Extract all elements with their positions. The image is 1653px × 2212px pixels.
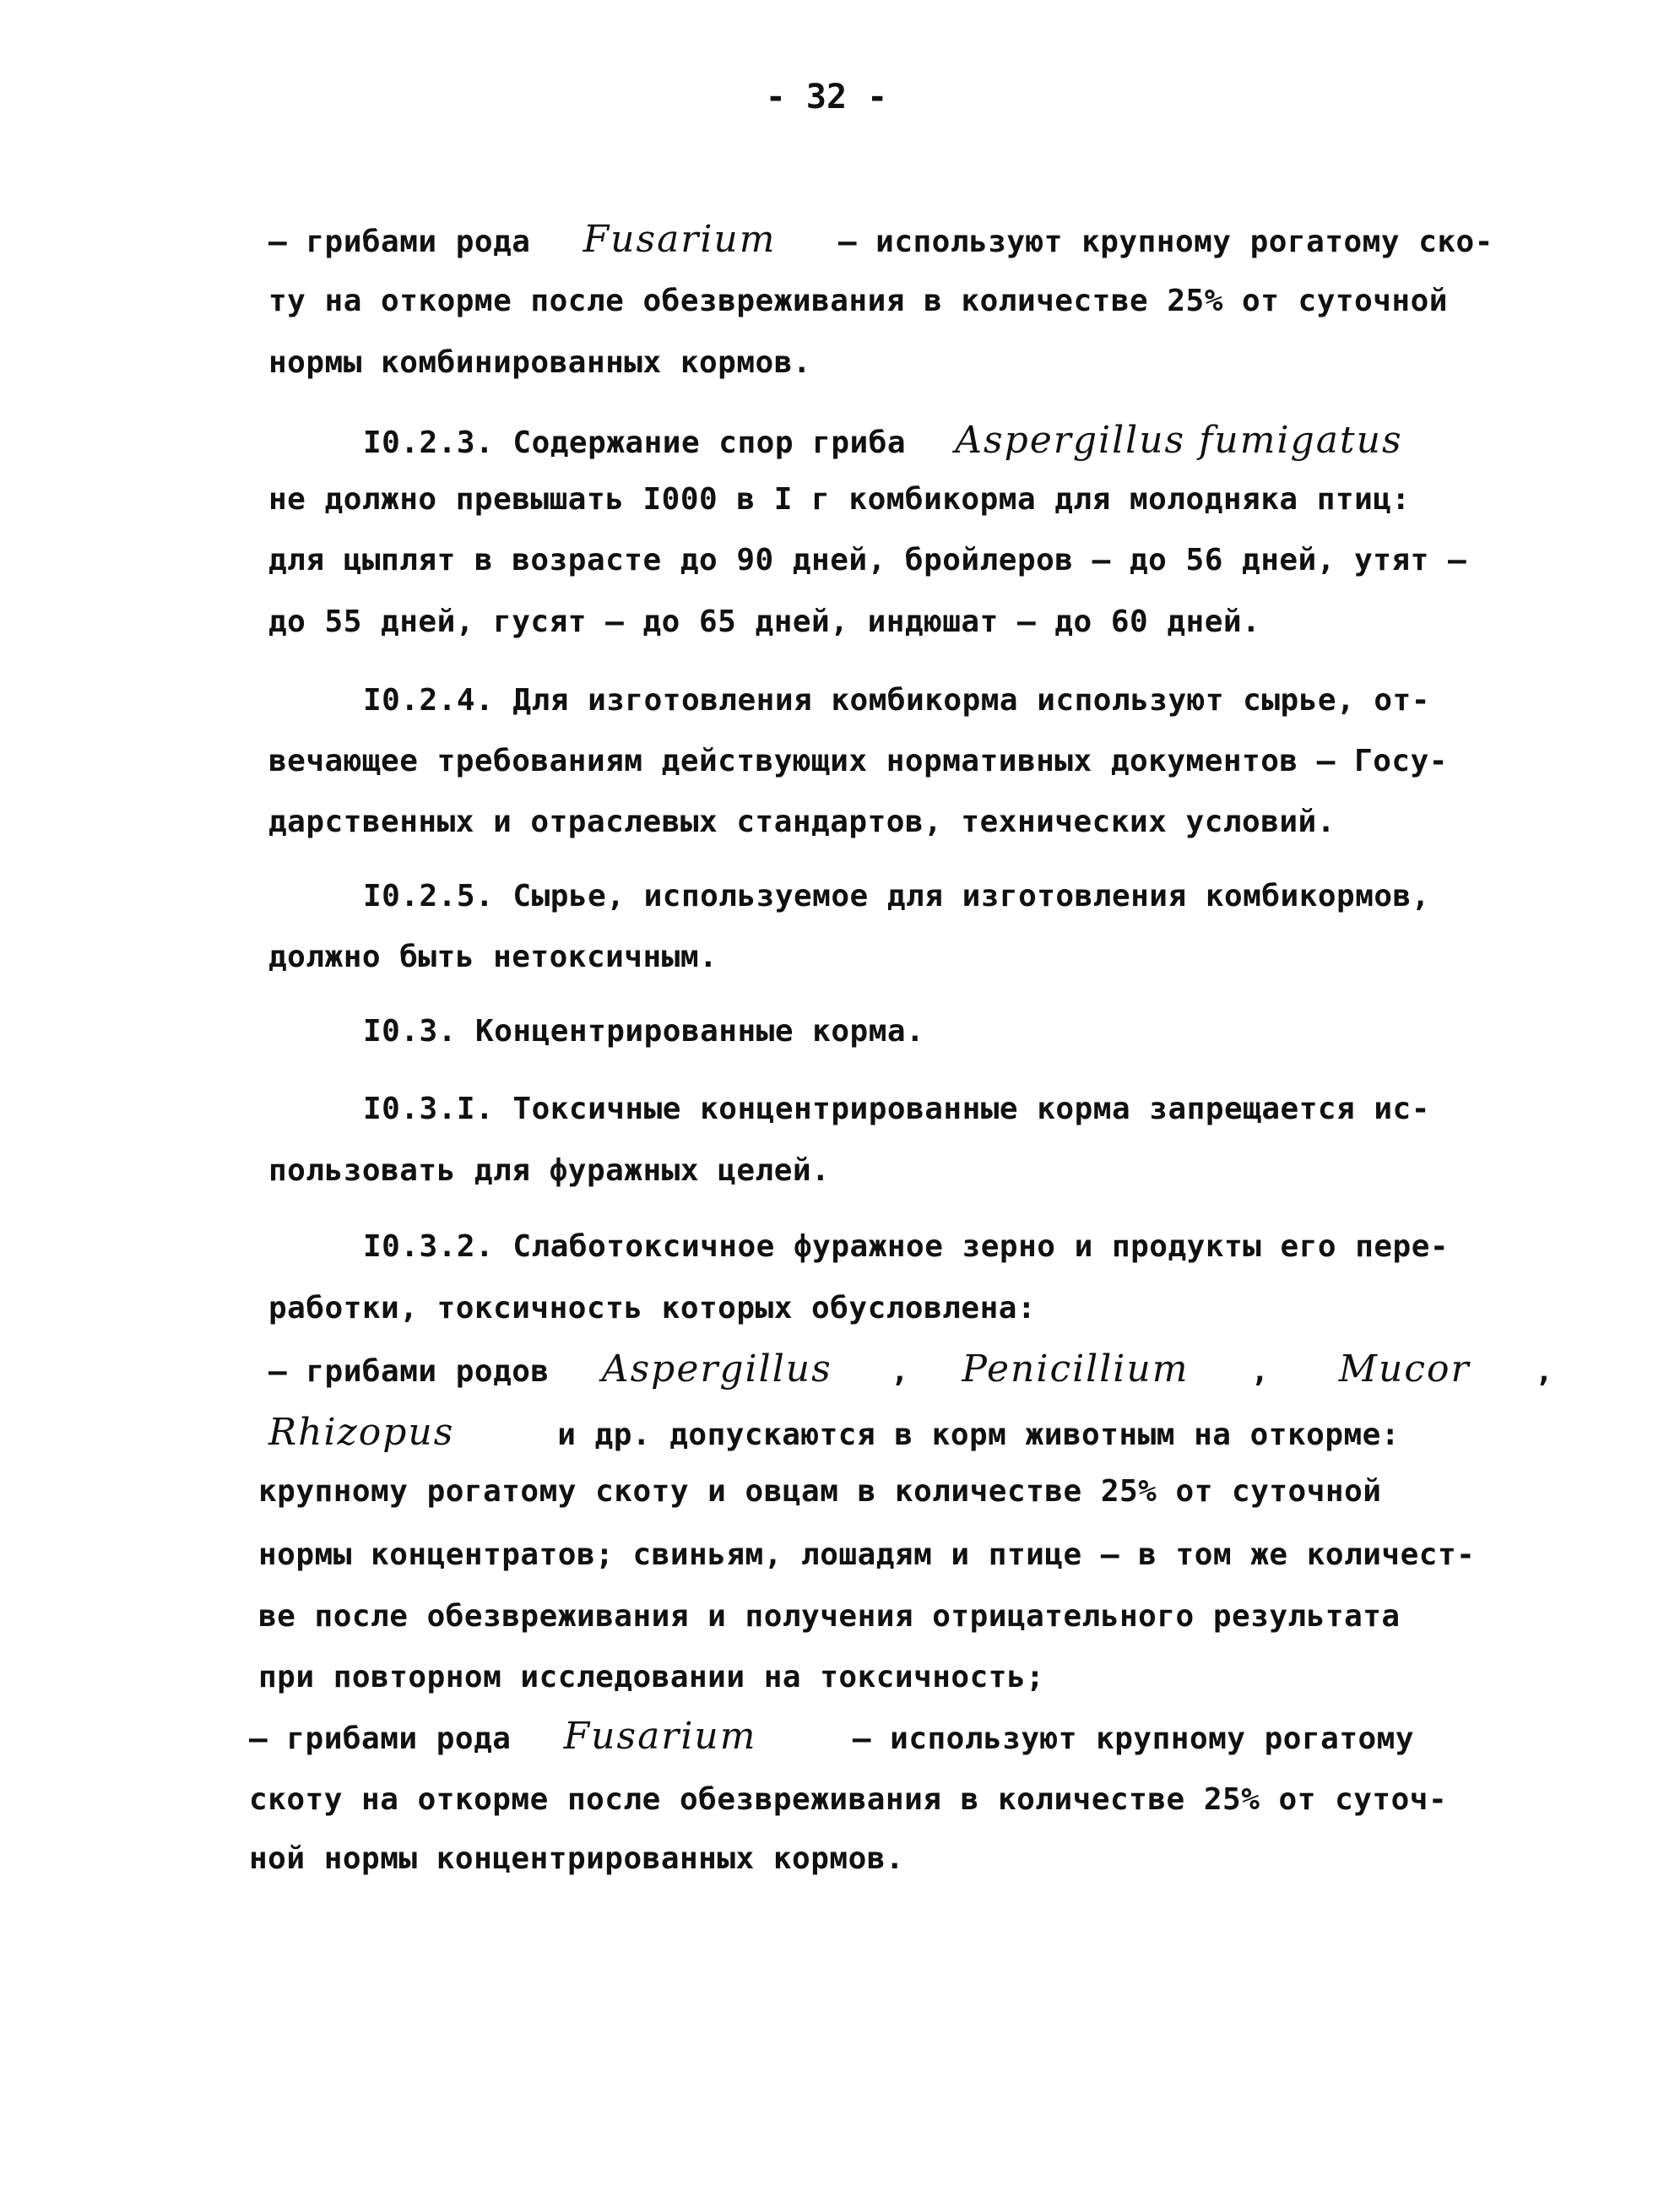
section-heading-line — [363, 419, 1403, 462]
text-segment: , — [890, 1354, 910, 1389]
text-line: ту на откорме после обезвреживания в количестве 25% от суточной — [268, 284, 1448, 318]
handwritten-genus: Aspergillus — [601, 1347, 832, 1391]
handwritten-genus: Penicillium — [962, 1347, 1190, 1391]
handwritten-genus: Fusarium — [583, 218, 777, 261]
text-line: вечающее требованиям действующих нормативных документов – Госу- — [268, 744, 1448, 778]
handwritten-genus: Rhizopus — [268, 1411, 455, 1454]
page-number: - 32 - — [765, 78, 888, 117]
handwritten-species: Aspergillus fumigatus — [955, 419, 1403, 462]
text-line — [249, 1715, 1415, 1758]
text-line: пользовать для фуражных целей. — [268, 1153, 831, 1188]
section-heading-line: I0.2.5. Сырье, используемое для изготовления комбикормов, — [363, 879, 1430, 914]
text-line: работки, токсичность которых обусловлена: — [268, 1291, 1037, 1326]
text-line — [268, 1347, 1554, 1391]
text-segment: , — [1250, 1354, 1270, 1389]
text-line: должно быть нетоксичным. — [268, 940, 718, 974]
section-heading-line: I0.3. Концентрированные корма. — [363, 1014, 925, 1049]
text-line: при повторном исследовании на токсичность; — [258, 1660, 1045, 1694]
text-line: крупному рогатому скоту и овцам в количестве 25% от суточной — [258, 1474, 1382, 1509]
section-heading-line: I0.3.I. Токсичные концентрированные корма запрещается ис- — [363, 1092, 1430, 1126]
text-line: нормы комбинированных кормов. — [268, 345, 812, 380]
text-segment: – грибами рода — [249, 1721, 512, 1756]
text-segment: – используют крупному рогатому ско- — [837, 225, 1493, 259]
text-line: для цыплят в возрасте до 90 дней, бройлеров – до 56 дней, утят – — [268, 543, 1467, 577]
text-line: ной нормы концентрированных кормов. — [249, 1841, 905, 1876]
text-line — [268, 1411, 1401, 1454]
text-segment: – используют крупному рогатому — [852, 1721, 1415, 1756]
text-segment: I0.2.3. Содержание спор гриба — [363, 426, 907, 460]
section-heading-line: I0.3.2. Слаботоксичное фуражное зерно и продукты его пере- — [363, 1229, 1450, 1264]
text-segment: – грибами рода — [268, 225, 531, 259]
section-heading-line: I0.2.4. Для изготовления комбикорма используют сырье, от- — [363, 683, 1430, 718]
text-segment: , — [1535, 1354, 1554, 1389]
text-segment: – грибами родов — [268, 1354, 550, 1389]
text-line: скоту на откорме после обезвреживания в количестве 25% от суточ- — [249, 1782, 1448, 1817]
text-line: нормы концентратов; свиньям, лошадям и птице – в том же количест- — [258, 1537, 1476, 1572]
text-line: ве после обезвреживания и получения отрицательного результата — [258, 1599, 1401, 1634]
text-segment: и др. допускаются в корм животным на откорме: — [557, 1418, 1401, 1452]
text-line: не должно превышать I000 в I г комбикорма для молодняка птиц: — [268, 482, 1411, 517]
text-line: дарственных и отраслевых стандартов, технических условий. — [268, 805, 1336, 839]
handwritten-genus: Mucor — [1338, 1347, 1471, 1391]
text-line — [268, 218, 1493, 261]
text-line: до 55 дней, гусят – до 65 дней, индюшат – до 60 дней. — [268, 605, 1261, 639]
handwritten-genus: Fusarium — [563, 1715, 757, 1758]
